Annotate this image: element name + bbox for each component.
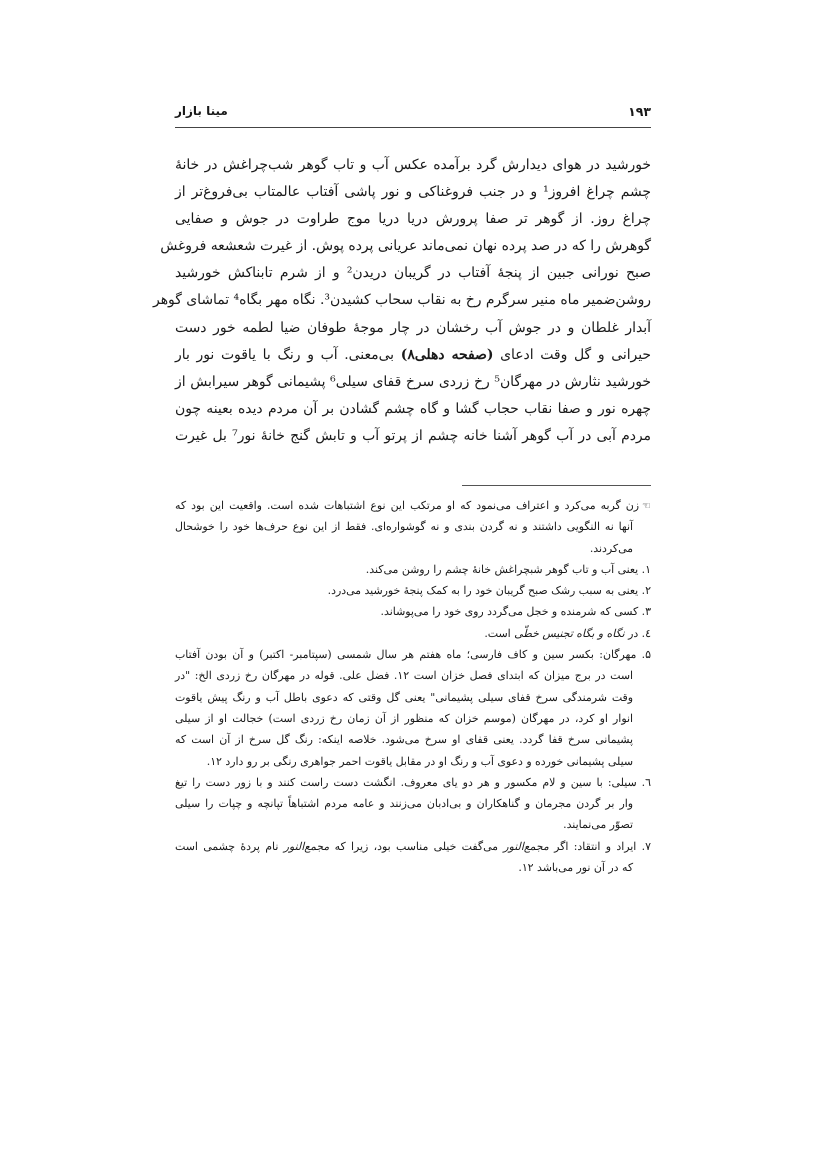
footnote-2: ۲. یعنی به سبب رشک صبح گریبان خود را به کمک پنجۀ خورشید می‌درد. (327, 584, 651, 598)
footnote-line: آنها نه النگویی داشتند و نه گردن بندی و نه گوشواره‌ای. فقط از این نوع حرف‌ها خود را خوشحال (175, 520, 633, 534)
footnote-line: که در آن نور می‌باشد ۱۲. (518, 861, 633, 875)
footnote-line: است در برج میزان که ابتدای فصل خزان است ۱۲. فضل علی. قوله در مهرگان رخ زردی الخ: "در (175, 669, 633, 683)
footnote-line (175, 495, 651, 516)
footnote-1: ۱. یعنی آب و تاب گوهر شبچراغش خانۀ چشم را روشن می‌کند. (365, 562, 651, 576)
footnote-7 (175, 836, 651, 857)
header-rule (175, 127, 651, 128)
footnote-text: ٤. در (624, 626, 651, 640)
footnote-line: وقت شرمندگی سرخ قفای سیلی پشیمانی" یعنی گل وقتی که دعوی باطل آب و رنگ پیش یاقوت (175, 690, 633, 704)
body-line-with-page-reference (175, 342, 651, 369)
footnote-text: ۷. ایراد و انتقاد: اگر (548, 839, 651, 853)
footnote-emphasis: مجمع‌النور (283, 839, 330, 853)
footnote-line: وار بر گردن مجرمان و گناهکاران و بی‌ادبان می‌زنند و عامه مردم اشتباهاً تپانچه و چپات را سیلی (175, 797, 633, 811)
footnote-6: ٦. سیلی: با سین و لام مکسور و هر دو یای معروف. انگشت دست راست کنند و با زور دست را تیغ (175, 775, 651, 789)
footnote-emphasis: مجمع‌النور (503, 839, 549, 853)
footnote-text: است. (484, 626, 515, 640)
footnote-line: سیلی پشیمانی خورده و دعوی آب و رنگ او در مقابل یاقوت احمر جواهری رنگی بر رو دارد ۱۲. (206, 754, 633, 768)
body-line: چشم چراغ افروز¹ و در جنب فروغناکی و نور پاشی آفتاب عالمتاب بی‌فروغ‌تر از (175, 184, 651, 201)
running-header (175, 104, 651, 124)
footnote-3: ۳. کسی که شرمنده و خجل می‌گردد روی خود را می‌پوشاند. (380, 605, 651, 619)
footnote-text: زن گربه می‌کرد و اعتراف می‌نمود که او مرتکب این نوع اشتباهات شده است. واقعیت این بود که (175, 499, 640, 512)
footnote-line: می‌کردند. (589, 541, 633, 555)
body-line: مردم آبی در آب گوهر آشنا خانه چشم از پرتو آب و تابش گنج خانۀ نور⁷ بل غیرت (175, 427, 652, 444)
body-line: خورشید در هوای دیدارش گرد برآمده عکس آب و تاب گوهر شب‌چراغش در خانۀ (175, 157, 651, 173)
footnote-line: پشیمانی سرخ قفا گردد. یعنی قفای او سرخ می‌شود. خلاصه اینکه: رنگ گل سرخ از آن است که (175, 733, 633, 747)
footnote-4 (175, 623, 651, 644)
footnote-emphasis: نگاه و بگاه تجنیس خطّی (514, 626, 625, 640)
footnote-text: نام پردۀ چشمی است (175, 839, 284, 853)
body-line: خورشید نثارش در مهرگان⁵ رخ زردی سرخ قفای سیلی⁶ پشیمانی گوهر سیرابش از (175, 373, 651, 390)
body-line: صبح نورانی جبین از پنجۀ آفتاب در گریبان دریدن² و از شرم تابناکش خورشید (175, 265, 652, 282)
main-text (153, 152, 652, 450)
body-line: چهره نور و صفا نقاب حجاب گشا و گاه چشم گشادن بر آن مردم دیده بعینه چون (175, 400, 651, 417)
footnote-5: ۵. مهرگان: بکسر سین و کاف فارسی؛ ماه هفتم هر سال شمسی (سپتامبر- اکتبر) و آن بودن آفتاب (175, 648, 651, 662)
delhi-page-reference: (صفحه دهلی۸) (400, 346, 494, 363)
body-text-fragment: بی‌معنی. آب و رنگ با یاقوت نور بار (175, 346, 401, 363)
body-line: روشن‌ضمیر ماه منیر سرگرم رخ به نقاب سحاب کشیدن³. نگاه مهر بگاه⁴ تماشای گوهر (153, 292, 651, 309)
body-line: آبدار غلطان و در جوش آب رخشان در چار موجۀ طوفان ضیا لطمه خور دست (175, 319, 651, 336)
footnote-line: تصوّر می‌نمایند. (563, 818, 633, 832)
body-text-fragment: حیرانی و گل وقت ادعای (493, 346, 651, 363)
page-number: ۱۹۳ (628, 104, 651, 119)
body-line: گوهرش را که در صد پرده نهان نمی‌ماند عریانی پرده پوش. از غیرت شعشعه فروغش (160, 238, 651, 255)
footnote-text: می‌گفت خیلی مناسب بود، زیرا که (329, 839, 504, 853)
body-line: چراغ روز. از گوهر تر صفا پرورش دریا دریا موج طراوت در جوش و صفایی (175, 211, 651, 228)
footnote-line: انوار او کرد، در مهرگان (موسم خزان که منظور از آن زمان رخ زردی است) خجالت او از سیلی (175, 711, 633, 725)
footnotes (175, 495, 651, 878)
footnote-separator (462, 485, 651, 486)
running-title: مینا بازار (175, 104, 228, 118)
pointing-hand-icon: ☜ (642, 501, 651, 512)
